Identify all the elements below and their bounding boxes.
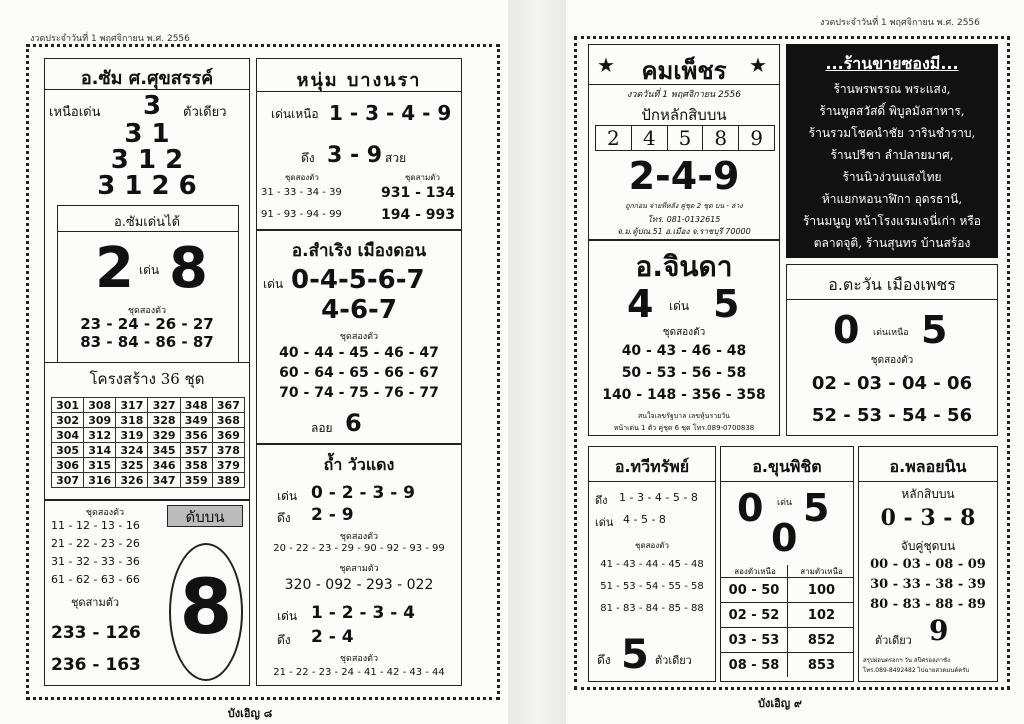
khun-digit-2: 5 — [803, 486, 830, 530]
structure-cell: 319 — [116, 428, 148, 443]
shops-line-2: ร้านรวมโชคนำชัย วารินชำราบ, — [808, 126, 976, 140]
num-line2-b: 194 - 993 — [381, 207, 456, 223]
khun-grid — [721, 577, 854, 677]
som-box — [44, 58, 250, 388]
ploy-note-2: โทร.089-8492482 ไปฉายสวดมนต์ครับ — [863, 667, 970, 674]
samroeng-line-3: 70 - 74 - 75 - 76 - 77 — [279, 385, 439, 401]
samroeng-title: อ.สำเริง เมืองดอน — [291, 241, 427, 261]
shops-line-7: ตลาดจุติ, ร้านสุนทร บ้านสร้อง — [813, 236, 971, 250]
khun-cell: 102 — [787, 603, 854, 627]
structure-cell: 357 — [180, 443, 212, 458]
khun-col2-label: สามตัวเหนือ — [787, 565, 854, 578]
num-box — [256, 58, 462, 230]
taweesap-den-value: 4 - 5 - 8 — [623, 513, 666, 526]
ploy-line-2: 30 - 33 - 38 - 39 — [870, 577, 986, 592]
khun-cell: 100 — [787, 578, 854, 602]
samroeng-loi-label: ลอย — [311, 421, 333, 435]
som-row-3: 3 1 2 — [110, 145, 184, 175]
khun-cell: 08 - 58 — [728, 658, 780, 673]
tham-den2-label: เด่น — [277, 609, 298, 623]
kom-star-left-icon: ★ — [597, 53, 615, 77]
taweesap-set2-label: ชุดสองตัว — [635, 541, 669, 550]
shops-line-1: ร้านพูลสวัสดิ์ พิบูลมังสาหาร, — [819, 104, 965, 118]
structure-cell: 367 — [212, 398, 244, 413]
taweesap-divider — [589, 481, 715, 482]
structure-cell: 379 — [212, 458, 244, 473]
jinda-title: อ.จินดา — [635, 250, 733, 283]
taweesap-line-2: 51 - 53 - 54 - 55 - 58 — [600, 581, 704, 592]
jinda-line-3: 140 - 148 - 356 - 358 — [602, 387, 766, 403]
tham-set3-label: ชุดสามตัว — [339, 564, 379, 574]
kom-digit-cell: 9 — [738, 126, 774, 150]
khun-cell: 02 - 52 — [728, 608, 780, 623]
structure-cell: 312 — [84, 428, 116, 443]
structure-cell: 345 — [148, 443, 180, 458]
tawan-set2-label: ชุดสองตัว — [870, 355, 914, 366]
khun-den: เด่น — [777, 498, 793, 508]
kom-star-right-icon: ★ — [749, 53, 767, 77]
num-line1-b: 931 - 134 — [381, 185, 456, 201]
som-set2-line-2: 83 - 84 - 86 - 87 — [80, 333, 214, 351]
tham-box — [256, 444, 462, 686]
khun-cell: 00 - 50 — [728, 583, 780, 598]
taweesap-pull2-digit: 5 — [621, 632, 649, 678]
num-title: หนุ่ม บางนรา — [296, 70, 422, 91]
ploy-single-digit: 9 — [929, 614, 949, 647]
tawan-digit-2: 5 — [921, 308, 948, 352]
tawan-north-label: เด่นเหนือ — [873, 328, 909, 338]
samroeng-line-2: 60 - 64 - 65 - 66 - 67 — [279, 365, 439, 381]
structure-cell: 368 — [212, 413, 244, 428]
khun-cell: 03 - 53 — [728, 633, 780, 648]
tawan-line-1: 02 - 03 - 04 - 06 — [811, 373, 973, 394]
left-header: งวดประจำวันที่ 1 พฤศจิกายน พ.ศ. 2556 — [30, 34, 190, 44]
structure-row — [52, 398, 245, 413]
structure-cell: 308 — [84, 398, 116, 413]
ploy-single-label: ตัวเดียว — [875, 634, 912, 647]
som-sub-title: อ.ซัมเด่นได้ — [113, 215, 181, 230]
ploy-note-1: สรุปผ่อนตรอกฯ วัน สปีศรอลภาชัง — [863, 657, 951, 664]
taweesap-line-1: 41 - 43 - 44 - 45 - 48 — [600, 559, 704, 570]
num-line2-a: 91 - 93 - 94 - 99 — [261, 209, 342, 220]
bl-line-3: 61 - 62 - 63 - 66 — [51, 573, 140, 586]
structure-cell: 324 — [116, 443, 148, 458]
taweesap-den-label: เด่น — [595, 516, 614, 529]
samroeng-value-2: 4-6-7 — [321, 295, 397, 325]
structure-cell: 328 — [148, 413, 180, 428]
khun-box — [720, 446, 854, 682]
taweesap-single-label: ตัวเดียว — [655, 654, 692, 667]
kom-date: งวดวันที่ 1 พฤศจิกายน 2556 — [627, 90, 741, 100]
jinda-digit-1: 4 — [627, 282, 654, 326]
bl-set2-label: ชุดสองตัว — [85, 508, 125, 518]
structure-cell: 348 — [180, 398, 212, 413]
jinda-den: เด่น — [669, 299, 690, 313]
som-north-digit: 3 — [143, 91, 162, 121]
num-north-value: 1 - 3 - 4 - 9 — [329, 101, 452, 125]
shops-line-4: ร้านนิวง่วนแสงไทย — [842, 170, 942, 184]
bl-line-2: 31 - 32 - 33 - 36 — [51, 555, 140, 568]
structure-row — [52, 458, 245, 473]
structure-cell: 318 — [116, 413, 148, 428]
structure-row — [52, 413, 245, 428]
taweesap-line-3: 81 - 83 - 84 - 85 - 88 — [600, 603, 704, 614]
structure-cell: 314 — [84, 443, 116, 458]
som-set2-label: ชุดสองตัว — [127, 306, 167, 316]
kom-big: 2-4-9 — [628, 154, 740, 198]
kom-note-3: จ.ม.ตู้ปณ.51 อ.เมือง จ.ราชบุรี 70000 — [617, 227, 751, 236]
khun-title: อ.ขุนพิชิต — [752, 457, 822, 476]
structure-cell: 356 — [180, 428, 212, 443]
structure-cell: 349 — [180, 413, 212, 428]
bl-set3-label: ชุดสามตัว — [70, 596, 120, 609]
structure-cell: 358 — [180, 458, 212, 473]
tham-set2-label: ชุดสองตัว — [339, 532, 379, 542]
kom-title: คมเพ็ชร — [641, 57, 727, 85]
khun-row — [721, 652, 854, 677]
tawan-digit-1: 0 — [833, 308, 860, 352]
shops-line-6: ร้านมนูญ หน้าโรงแรมเจนี่เก่า หรือ — [802, 214, 982, 228]
tham-set2b-line: 21 - 22 - 23 - 24 - 41 - 42 - 43 - 44 — [273, 667, 445, 678]
som-sub-box — [57, 205, 239, 385]
tawan-divider — [787, 299, 997, 300]
num-divider — [257, 91, 461, 92]
taweesap-pull-label: ดึง — [595, 494, 608, 507]
som-big-digit-2: 8 — [169, 236, 208, 301]
som-sub-divider — [57, 231, 239, 232]
num-set2-label: ชุดสองตัว — [285, 173, 319, 182]
khun-cell: 852 — [787, 628, 854, 652]
tham-pull2-label: ดึง — [277, 633, 291, 647]
tham-set3-line: 320 - 092 - 293 - 022 — [284, 577, 434, 593]
khun-row — [721, 577, 854, 602]
num-pull-label: ดึง — [301, 151, 315, 165]
structure-cell: 378 — [212, 443, 244, 458]
structure-cell: 325 — [116, 458, 148, 473]
khun-digit-1: 0 — [737, 486, 764, 530]
tham-den-label: เด่น — [277, 489, 298, 503]
khun-row — [721, 602, 854, 627]
jinda-note-2: หน้าเด่น 1 ตัว คู่ชุด 6 ชุด โทร.089-0700838 — [613, 424, 755, 432]
kom-note-2: โทร. 081-0132615 — [647, 215, 721, 224]
structure-cell: 316 — [84, 473, 116, 488]
num-set3-label: ชุดสามตัว — [405, 173, 440, 182]
ploy-value: 0 - 3 - 8 — [880, 505, 976, 531]
som-single-label: ตัวเดียว — [183, 105, 227, 120]
structure-row — [52, 473, 245, 488]
taweesap-box — [588, 446, 716, 682]
structure-title: โครงสร้าง 36 ชุด — [89, 370, 205, 388]
structure-cell: 346 — [148, 458, 180, 473]
structure-row — [52, 443, 245, 458]
ploy-title: อ.พลอยนิน — [889, 457, 967, 476]
structure-cell: 302 — [52, 413, 84, 428]
structure-row — [52, 428, 245, 443]
structure-cell: 329 — [148, 428, 180, 443]
structure-cell: 309 — [84, 413, 116, 428]
tham-set2b-label: ชุดสองตัว — [339, 654, 379, 664]
bl-dib-digit: 8 — [179, 562, 233, 651]
bottom-left-box — [44, 500, 250, 686]
right-header: งวดประจำวันที่ 1 พฤศจิกายน พ.ศ. 2556 — [820, 18, 980, 28]
kom-note-1: ถูกก่อน จ่ายทีหลัง คู่ชุด 2 ชุด บน - ล่าง — [625, 202, 743, 210]
structure-grid — [51, 397, 245, 488]
khun-digit-3: 0 — [771, 516, 798, 560]
tham-den2-value: 1 - 2 - 3 - 4 — [311, 603, 415, 623]
samroeng-loi-value: 6 — [345, 409, 362, 437]
structure-cell: 301 — [52, 398, 84, 413]
tham-pull-label: ดึง — [277, 511, 291, 525]
shops-box — [786, 44, 998, 258]
tham-set2-line: 20 - 22 - 23 - 29 - 90 - 92 - 93 - 99 — [273, 543, 445, 554]
structure-cell: 304 — [52, 428, 84, 443]
structure-cell: 389 — [212, 473, 244, 488]
kom-sub: ปักหลักสิบบน — [641, 106, 727, 124]
khun-col1-label: สองตัวเหนือ — [734, 567, 776, 576]
num-north-label: เด่นเหนือ — [271, 107, 319, 121]
tham-title: ถ้ำ วัวแดง — [323, 455, 395, 474]
som-title: อ.ซัม ศ.ศุขสรรค์ — [80, 68, 214, 89]
taweesap-pull-value: 1 - 3 - 4 - 5 - 8 — [619, 491, 698, 504]
shops-line-3: ร้านปรีชา ลำปลายมาศ, — [830, 148, 954, 162]
tawan-title: อ.ตะวัน เมืองเพชร — [828, 275, 956, 294]
som-den-label: เด่น — [139, 263, 160, 277]
kom-box — [588, 44, 780, 240]
ploy-pair-label: จับคู่ชุดบน — [900, 539, 956, 553]
bl-line-0: 11 - 12 - 13 - 16 — [51, 519, 140, 532]
tham-pull-value: 2 - 9 — [311, 505, 354, 525]
jinda-line-2: 50 - 53 - 56 - 58 — [621, 365, 747, 381]
samroeng-value-1: 0-4-5-6-7 — [291, 265, 425, 295]
som-big-digit-1: 2 — [95, 236, 134, 301]
right-footer: บังเอิญ ๙ — [758, 697, 802, 710]
shops-line-0: ร้านพรพรรณ พระแสง, — [833, 82, 951, 96]
taweesap-title: อ.ทวีทรัพย์ — [614, 457, 690, 476]
structure-cell: 347 — [148, 473, 180, 488]
structure-cell: 305 — [52, 443, 84, 458]
num-line1-a: 31 - 33 - 34 - 39 — [261, 187, 342, 198]
bl-set3-line-1: 233 - 126 — [51, 623, 141, 643]
tham-pull2-value: 2 - 4 — [311, 627, 354, 647]
bl-dib-label: ดับบน — [167, 505, 243, 527]
samroeng-set2-label: ชุดสองตัว — [339, 332, 379, 342]
khun-divider — [721, 481, 853, 482]
ploy-line-3: 80 - 83 - 88 - 89 — [870, 597, 986, 612]
structure-cell: 326 — [116, 473, 148, 488]
jinda-set2-label: ชุดสองตัว — [662, 327, 706, 338]
bl-line-1: 21 - 22 - 23 - 26 — [51, 537, 140, 550]
num-suay: สวย — [385, 151, 407, 165]
jinda-note-1: สนใจเลขรัฐบาล เลขหุ้นรายวัน — [638, 412, 730, 420]
structure-cell: 327 — [148, 398, 180, 413]
som-title-divider — [45, 89, 249, 90]
som-row-2: 3 1 — [124, 119, 170, 149]
khun-cell: 853 — [787, 653, 854, 677]
structure-cell: 359 — [180, 473, 212, 488]
som-set2-line-1: 23 - 24 - 26 - 27 — [80, 315, 214, 333]
structure-cell: 369 — [212, 428, 244, 443]
kom-digit-cell: 2 — [607, 126, 620, 150]
structure-box — [44, 362, 250, 500]
shops-title: ...ร้านขายซองมี... — [825, 54, 959, 73]
khun-row — [721, 627, 854, 652]
ploy-divider — [859, 481, 997, 482]
shops-line-5: ห้าแยกหอนาฬิกา อุดรธานี, — [821, 192, 963, 206]
samroeng-box — [256, 230, 462, 444]
jinda-line-1: 40 - 43 - 46 - 48 — [621, 343, 747, 359]
structure-cell: 317 — [116, 398, 148, 413]
left-footer: บังเอิญ ๘ — [227, 707, 273, 720]
jinda-digit-2: 5 — [713, 282, 740, 326]
tham-den-value: 0 - 2 - 3 - 9 — [311, 483, 415, 503]
structure-cell: 315 — [84, 458, 116, 473]
som-row-4: 3 1 2 6 — [97, 171, 197, 201]
tawan-box — [786, 264, 998, 436]
kom-digit-row — [595, 125, 775, 151]
kom-digit-cell: 8 — [702, 126, 738, 150]
ploy-box — [858, 446, 998, 682]
taweesap-pull2-label: ดึง — [597, 653, 611, 667]
som-north-label: เหนือเด่น — [49, 105, 101, 120]
kom-digit-cell: 4 — [631, 126, 667, 150]
jinda-box — [588, 240, 780, 436]
tawan-line-2: 52 - 53 - 54 - 56 — [811, 405, 973, 426]
ploy-sub: หลักสิบบน — [901, 487, 955, 501]
bl-set3-line-2: 236 - 163 — [51, 655, 141, 675]
kom-digit-cell: 5 — [667, 126, 703, 150]
structure-cell: 306 — [52, 458, 84, 473]
ploy-line-1: 00 - 03 - 08 - 09 — [870, 557, 986, 572]
samroeng-den: เด่น — [263, 277, 284, 291]
book-spine — [508, 0, 568, 724]
samroeng-line-1: 40 - 44 - 45 - 46 - 47 — [279, 345, 439, 361]
structure-cell: 307 — [52, 473, 84, 488]
num-pull-value: 3 - 9 — [327, 143, 383, 168]
